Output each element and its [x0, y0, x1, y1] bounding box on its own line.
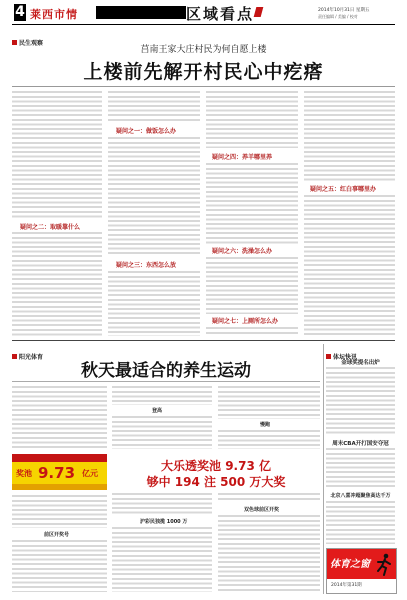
lottery-col-1a: [112, 492, 212, 516]
lottery-ad-footer: [12, 484, 107, 490]
question-6: 疑问之六：洗澡怎么办: [212, 248, 273, 255]
health-col-2a: [112, 385, 212, 405]
sports-logo-date: 2014年第31期: [331, 583, 362, 588]
section-name: 莱西市情: [30, 8, 78, 21]
edition-mark: [254, 7, 264, 17]
column-tag-sport: [12, 344, 44, 361]
column-tag: [12, 30, 44, 47]
health-col-3b: [218, 429, 320, 449]
subhead-denggao: 登高: [152, 408, 163, 414]
headline-rule: [12, 86, 395, 87]
health-col-3a: [218, 385, 320, 419]
header-bar: [96, 6, 186, 19]
lottery-left-col-b: [12, 539, 107, 592]
lottery-col-1b: [112, 526, 212, 592]
sports-item-3-body: [326, 500, 395, 544]
column-tag-label: 阳光体育: [19, 354, 44, 361]
body-col-3b: [206, 162, 298, 244]
lottery-ad-unit: 亿元: [82, 469, 98, 478]
header-divider: [12, 24, 395, 25]
body-col-2c: [108, 270, 200, 336]
question-4: 疑问之四：养羊哪里养: [212, 154, 273, 161]
sports-item-2-body: [326, 447, 395, 489]
lottery-subhead-1: 沪彩民独揽 1000 万: [140, 519, 188, 525]
lottery-ad-amount: 9.73: [38, 464, 76, 482]
headline: 上楼前先解开村民心中疙瘩: [83, 61, 324, 83]
edition-title: 区域看点: [186, 5, 255, 23]
runner-icon: [375, 553, 393, 579]
lottery-ad: [12, 454, 107, 490]
body-col-2b: [108, 136, 200, 256]
column-tag-label: 体坛快讯: [333, 354, 358, 361]
health-headline: 秋天最适合的养生运动: [81, 361, 251, 381]
lottery-col-2a: [218, 492, 320, 502]
lottery-left-col: [12, 494, 107, 528]
column-tag-sports: [326, 344, 358, 361]
sports-logo-box: [326, 548, 397, 594]
page-number: 4: [15, 4, 25, 20]
top-story: [12, 28, 395, 338]
lottery-col-2b: [218, 514, 320, 592]
body-col-2a: [108, 90, 200, 122]
health-col-1: [12, 385, 107, 449]
sports-logo-text: 体育之窗: [330, 559, 370, 570]
body-col-3c: [206, 256, 298, 314]
body-col-1b: [12, 231, 102, 336]
lottery-headline-1: 大乐透奖池 9.73 亿: [161, 459, 271, 473]
body-col-4a: [304, 90, 395, 182]
question-7: 疑问之七：上厕所怎么办: [212, 318, 279, 325]
question-2: 疑问之二：取暖靠什么: [20, 224, 81, 231]
sports-divider: [323, 344, 324, 594]
date-line: 2014年10月31日 星期五: [318, 8, 370, 13]
subhead-manpao: 慢跑: [260, 422, 271, 428]
question-5: 疑问之五：红白事哪里办: [310, 186, 377, 193]
body-col-1a: [12, 90, 102, 220]
sports-item-3-title: 北京八喜冲超聚焦高达千万: [330, 493, 391, 499]
bottom-left-section: [12, 344, 320, 594]
body-col-4b: [304, 194, 395, 336]
page-header: [0, 0, 407, 26]
health-col-2b: [112, 415, 212, 449]
lottery-subhead-2: 双色球前区开奖: [244, 507, 280, 513]
sports-item-2-title: 周末CBA开打国安夺冠: [332, 441, 389, 447]
column-tag-label: 民生观察: [19, 40, 44, 47]
body-col-3d: [206, 326, 298, 336]
lottery-ad-banner: [12, 454, 107, 462]
kicker: 莒南王家大庄村民为何自愿上楼: [140, 45, 267, 55]
lottery-ad-prefix: 奖池: [16, 469, 32, 478]
body-col-3a: [206, 90, 298, 148]
section-divider: [12, 340, 395, 341]
lottery-headline-2: 够中 194 注 500 万大奖: [146, 475, 286, 489]
question-1: 疑问之一：做饭怎么办: [116, 128, 177, 135]
editor-line: 责任编辑 / 美编 / 校对: [318, 14, 358, 19]
sports-column: [326, 344, 395, 594]
sports-item-1-body: [326, 366, 395, 436]
sports-item-1-title: 金球奖提名出炉: [341, 360, 380, 366]
health-rule: [12, 381, 320, 382]
lottery-left-subhead: 前区开奖号: [44, 532, 70, 538]
question-3: 疑问之三：东西怎么放: [116, 262, 177, 269]
